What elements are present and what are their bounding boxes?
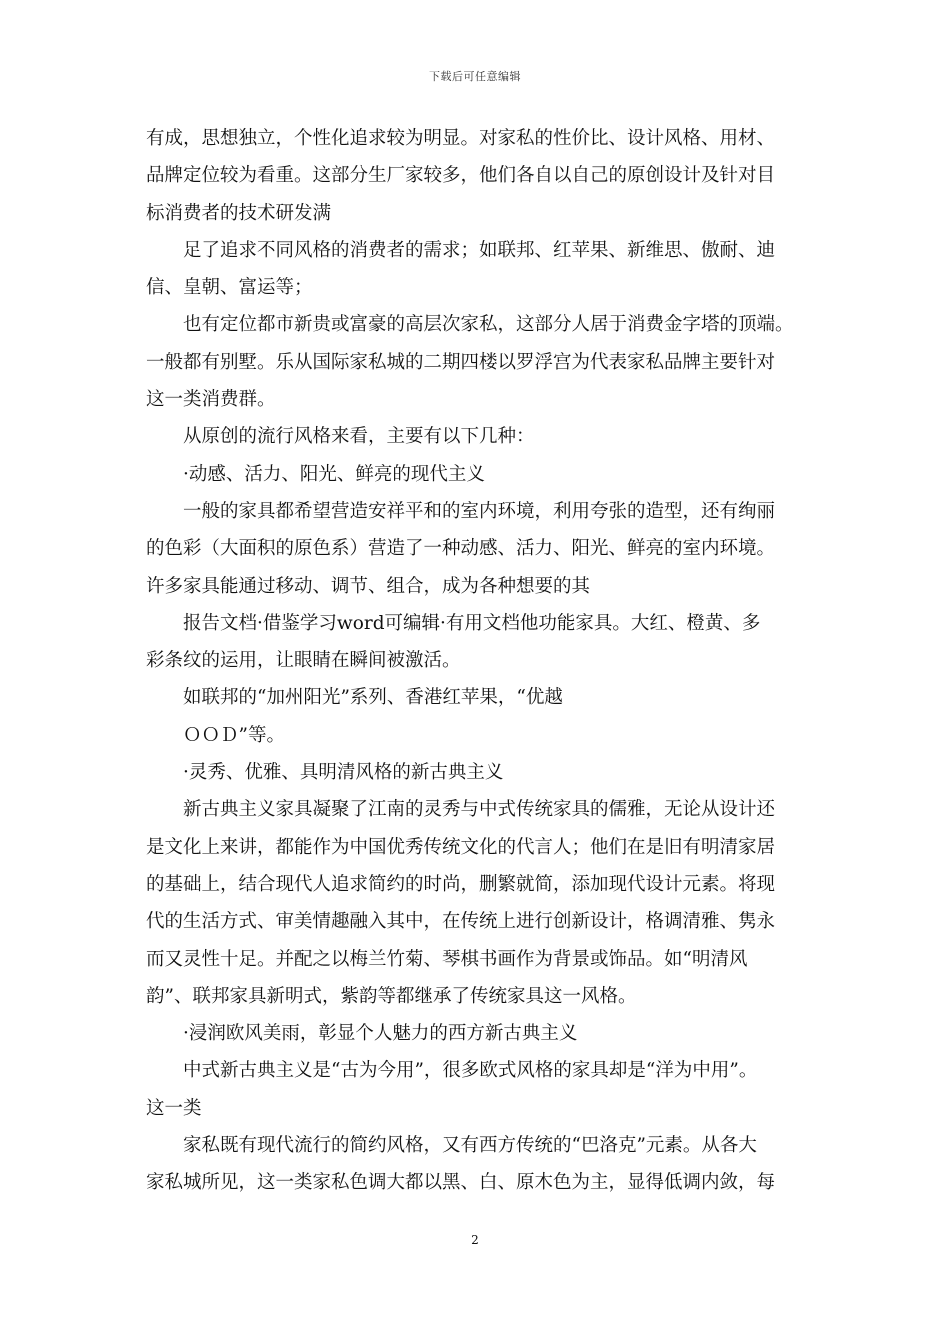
text-line: 而又灵性十足。并配之以梅兰竹菊、琴棋书画作为背景或饰品。如“明清风	[146, 948, 748, 970]
text-line: 这一类消费群。	[146, 389, 276, 411]
text-line: 一般的家具都希望营造安祥平和的室内环境，利用夸张的造型，还有绚丽	[183, 500, 776, 522]
text-line: 韵”、联邦家具新明式，紫韵等都继承了传统家具这一风格。	[146, 985, 637, 1007]
text-line: ·浸润欧风美雨，彰显个人魅力的西方新古典主义	[183, 1023, 578, 1045]
text-line: 家私既有现代流行的简约风格，又有西方传统的“巴洛克”元素。从各大	[183, 1135, 757, 1157]
page-number: 2	[471, 1233, 479, 1247]
text-line: 足了追求不同风格的消费者的需求；如联邦、红苹果、新维思、傲耐、迪	[183, 239, 776, 261]
text-line: 的基础上，结合现代人追求简约的时尚，删繁就简，添加现代设计元素。将现	[146, 873, 776, 895]
text-line: 代的生活方式、审美情趣融入其中，在传统上进行创新设计，格调清雅、隽永	[146, 911, 776, 933]
text-line: ·灵秀、优雅、具明清风格的新古典主义	[183, 762, 504, 784]
text-line: 一般都有别墅。乐从国际家私城的二期四楼以罗浮宫为代表家私品牌主要针对	[146, 351, 776, 373]
text-line: 如联邦的“加州阳光”系列、香港红苹果，“优越	[183, 687, 563, 709]
text-line: 新古典主义家具凝聚了江南的灵秀与中式传统家具的儒雅，无论从设计还	[183, 799, 776, 821]
text-line: 标消费者的技术研发满	[146, 202, 332, 224]
text-line: 是文化上来讲，都能作为中国优秀传统文化的代言人；他们在是旧有明清家居	[146, 836, 776, 858]
text-line: 信、皇朝、富运等；	[146, 277, 313, 299]
text-line: 家私城所见，这一类家私色调大都以黑、白、原木色为主，显得低调内敛，每	[146, 1172, 776, 1194]
text-line: 品牌定位较为看重。这部分生厂家较多，他们各自以自己的原创设计及针对目	[146, 165, 776, 187]
text-line: 许多家具能通过移动、调节、组合，成为各种想要的其	[146, 575, 591, 597]
text-line: 从原创的流行风格来看，主要有以下几种：	[183, 426, 535, 448]
page-header: 下载后可任意编辑	[429, 70, 521, 83]
text-line: 报告文档·借鉴学习word可编辑·有用文档他功能家具。大红、橙黄、多	[183, 612, 761, 634]
text-line: 这一类	[146, 1097, 202, 1119]
text-line: 有成，思想独立，个性化追求较为明显。对家私的性价比、设计风格、用材、	[146, 128, 776, 149]
text-line: 彩条纹的运用，让眼睛在瞬间被激活。	[146, 650, 461, 672]
body-text	[146, 120, 808, 1202]
text-line: 中式新古典主义是“古为今用”，很多欧式风格的家具却是“洋为中用”。	[183, 1060, 758, 1082]
text-line: 也有定位都市新贵或富豪的高层次家私，这部分人居于消费金字塔的顶端。	[183, 314, 794, 336]
text-line: ·动感、活力、阳光、鲜亮的现代主义	[183, 463, 485, 485]
text-line: ＯＯＤ”等。	[183, 724, 285, 746]
text-line: 的色彩（大面积的原色系）营造了一种动感、活力、阳光、鲜亮的室内环境。	[146, 538, 776, 560]
